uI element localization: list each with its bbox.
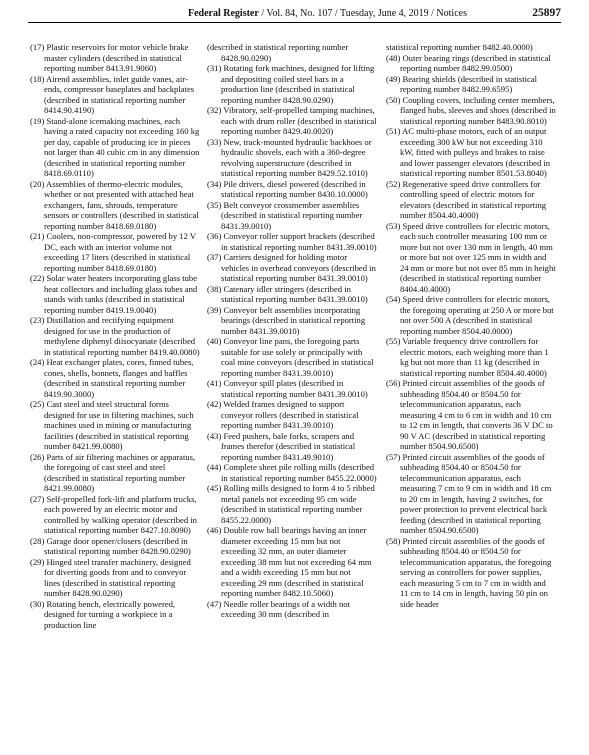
list-item: (17) Plastic reservoirs for motor vehicle brake master cylinders (described in statistical reporting number 8413.91.9060) (30, 42, 189, 73)
list-item: (33) New, track-mounted hydraulic backhoes or hydraulic shovels, each with a 360-degree revolving superstructure (described in statistical reporting number 8429.52.1010) (207, 136, 372, 178)
list-item: (23) Distillation and rectifying equipment designed for use in the production of methylene diphenyl diisocyanate (described in statistical reporting number 8419.40.0080) (30, 315, 200, 357)
list-item: (19) Stand-alone icemaking machines, each having a rated capacity not exceeding 160 kg per day, capable of producing ice in pieces not larger than 40 cubic cm in any dimension (described in statistical reporting number 8418.69.0110) (30, 115, 200, 178)
header-details: / Vol. 84, No. 107 / Tuesday, June 4, 2019 / Notices (258, 8, 467, 19)
list-item: (57) Printed circuit assemblies of the goods of subheading 8504.40 or 8504.50 for telecommunication apparatus, each measuring 7 cm to 9 cm in width and 18 cm to 20 cm in length, having 2 switches, for power protection to prevent electrical back feeding (described in statistical reporting number 8504.90.6500) (386, 451, 552, 535)
list-item: (described in statistical reporting number 8428.90.0290) (207, 42, 349, 63)
list-item: (40) Conveyor line pans, the foregoing parts suitable for use solely or principally with coal mine conveyors (described in statistical reporting number 8431.39.0010) (207, 336, 374, 378)
list-item: (51) AC multi-phase motors, each of an output exceeding 300 kW but not exceeding 310 kW, fitted with pulleys and brakes to raise and lower passenger elevators (described in statistical reporting number 8501.53.8040) (386, 126, 551, 178)
list-item: (56) Printed circuit assemblies of the goods of subheading 8504.40 or 8504.50 for telecommunication apparatus, each measuring 4 cm to 6 cm in width and 10 cm to 12 cm in length, that converts 36 V DC to 90 V AC (described in statistical reporting number 8504.90.6500) (386, 378, 553, 451)
list-item: (21) Coolers, non-compressor, powered by 12 V DC, each with an interior volume not exceeding 17 liters (described in statistical reporting number 8418.69.0180) (30, 231, 196, 273)
list-item: (34) Pile drivers, diesel powered (described in statistical reporting number 8430.10.0000) (207, 178, 368, 199)
header-text (188, 8, 467, 19)
list-item: (49) Bearing shields (described in statistical reporting number 8482.99.6595) (386, 73, 538, 94)
list-item: (52) Regenerative speed drive controllers for controlling speed of electric motors for elevators (described in statistical reporting number 8504.40.4000) (386, 178, 547, 220)
list-item: (18) Airend assemblies, inlet guide vanes, air-ends, compressor baseplates and backplates (described in statistical reporting number 8414.90.4190) (30, 73, 195, 115)
list-item: (41) Conveyor spill plates (described in statistical reporting number 8431.39.0010) (207, 378, 368, 399)
list-item: (43) Feed pushers, bale forks, scrapers and frames therefor (described in statistical reporting number 8431.49.9010) (207, 430, 356, 462)
list-item: (26) Parts of air filtering machines or apparatus, the foregoing of cast steel and steel (described in statistical reporting number 8421.99.0080) (30, 451, 196, 493)
list-item: (48) Outer bearing rings (described in statistical reporting number 8482.99.0500) (386, 52, 551, 73)
list-item: (42) Welded frames designed to support conveyor rollers (described in statistical reporting number 8431.39.0010) (207, 399, 359, 430)
page-number: 25897 (532, 7, 561, 19)
list-item: (58) Printed circuit assemblies of the goods of subheading 8504.40 or 8504.50 for telecommunication apparatus, the foregoing serving as controllers for power supplies, each measuring 5 cm to 7 cm in width and 11 cm to 14 cm in length, having 50 pin on side header (386, 535, 552, 609)
list-item: (38) Catenary idler stringers (described in statistical reporting number 8431.39.0010) (207, 283, 368, 304)
list-item: (30) Rotating bench, electrically powered, designed for turning a workpiece in a production line (30, 598, 176, 630)
list-item: (32) Vibratory, self-propelled tamping machines, each with drum roller (described in statistical reporting number 8429.40.0020) (207, 105, 377, 136)
list-item: (35) Belt conveyor crossmember assemblies (described in statistical reporting number 8431.39.0010) (207, 199, 363, 231)
list-item: (25) Cast steel and steel structural forms designed for use in filtering machines, such machines used in mining or manufacturing facilities (described in statistical reporting number 8421.99.0080) (30, 399, 194, 451)
list-item: (22) Solar water heaters incorporating glass tube heat collectors and including glass tubes and stands with tanks (described in statistical reporting number 8419.19.0040) (30, 273, 198, 315)
text-column-2 (207, 42, 377, 620)
list-item: (55) Variable frequency drive controllers for electric motors, each weighing more than 1 kg but not more than 11 kg (described in statistical reporting number 8504.40.4000) (386, 336, 549, 378)
list-item: statistical reporting number 8482.40.0000) (386, 42, 533, 52)
list-item: (44) Complete sheet pile rolling mills (described in statistical reporting number 8455.22.0000) (207, 462, 377, 483)
list-item: (47) Needle roller bearings of a width not exceeding 30 mm (described in (207, 598, 350, 619)
list-item: (37) Carriers designed for holding motor vehicles in overhead conveyors (described in statistical reporting number 8431.39.0010) (207, 252, 376, 283)
list-item: (46) Double row ball bearings having an inner diameter exceeding 15 mm but not exceeding 32 mm, an outer diameter exceeding 38 mm but not exceeding 64 mm and a width exceeding 15 mm but not exceeding 29 mm (described in statistical reporting number 8482.10.5060) (207, 525, 372, 598)
list-item: (29) Hinged steel transfer machinery, designed for diverting goods from and to conveyor lines (described in statistical reporting number 8428.90.0290) (30, 556, 191, 598)
header-title: Federal Register (188, 8, 259, 19)
header-rule (28, 22, 561, 23)
list-item: (50) Coupling covers, including center members, flanged hubs, sleeves and shoes (described in statistical reporting number 8483.90.8010) (386, 94, 556, 126)
list-item: (24) Heat exchanger plates, cores, finned tubes, cones, shells, bonnets, flanges and baffles (described in statistical reporting number 8419.90.3000) (30, 357, 194, 399)
text-column-1 (30, 42, 200, 630)
list-item: (54) Speed drive controllers for electric motors, the foregoing operating at 250 A or more but not over 500 A (described in statistical reporting number 8504.40.0000) (386, 294, 554, 336)
text-column-3 (386, 42, 556, 609)
list-item: (31) Rotating fork machines, designed for lifting and depositing coiled steel bars in a production line (described in statistical reporting number 8428.90.0290) (207, 63, 375, 105)
list-item: (28) Garage door opener/closers (described in statistical reporting number 8428.90.0290) (30, 535, 191, 556)
list-item: (53) Speed drive controllers for electric motors, each such controller measuring 100 mm or more but not over 130 mm in length, 40 mm or more but not over 125 mm in width and 24 mm or more but not over 85 mm in height (described in statistical reporting number 8404.40.4000) (386, 220, 556, 294)
list-item: (27) Self-propelled fork-lift and platform trucks, each powered by an electric motor and controlled by walking operator (described in statistical reporting number 8427.10.8090) (30, 493, 197, 535)
list-item: (45) Rolling mills designed to form 4 to 5 ribbed metal panels not exceeding 95 cm wide (described in statistical reporting number 8455.22.0000) (207, 483, 375, 525)
list-item: (36) Conveyor roller support brackets (described in statistical reporting number 8431.39.0010) (207, 231, 377, 252)
list-item: (20) Assemblies of thermo-electric modules, whether or not presented with attached heat exchangers, fans, shrouds, temperature sensors or controllers (described in statistical reporting number 8418.69.0180) (30, 178, 199, 231)
list-item: (39) Conveyor belt assemblies incorporating bearings (described in statistical reporting number 8431.39.0010) (207, 304, 366, 336)
